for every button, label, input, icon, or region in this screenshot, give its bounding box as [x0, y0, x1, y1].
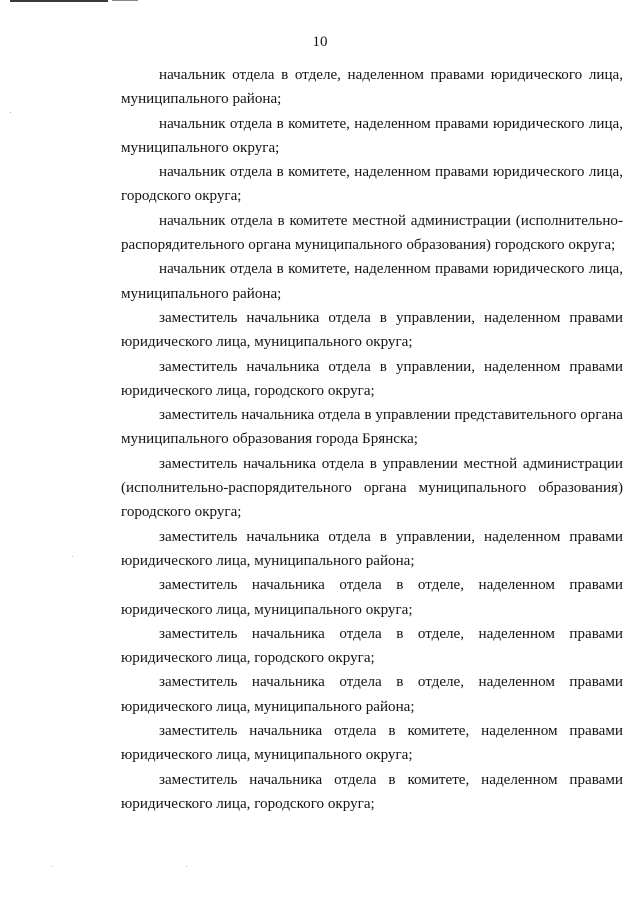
paragraph: [121, 355, 623, 404]
paragraph: [121, 622, 623, 671]
paragraph-line: начальник отдела в комитете, наделенном правами юридического лица,: [159, 164, 623, 181]
paragraph-line: начальник отдела в комитете, наделенном правами юридического лица,: [159, 115, 623, 132]
scan-speck: [52, 866, 53, 867]
paragraph-line: муниципального района;: [121, 285, 282, 302]
paragraph-line: заместитель начальника отдела в отделе, наделенном правами: [159, 625, 623, 642]
paragraph: [121, 573, 623, 622]
scan-edge-mark-2: [112, 0, 138, 1]
paragraph: [121, 670, 623, 719]
paragraph: [121, 525, 623, 574]
paragraph-line: муниципального района;: [121, 91, 282, 108]
paragraph: [121, 112, 623, 161]
scan-speck: [72, 556, 73, 557]
paragraph-line: заместитель начальника отдела в отделе, наделенном правами: [159, 577, 623, 594]
page-number: 10: [312, 34, 328, 50]
paragraph-line: муниципального округа;: [121, 139, 280, 156]
paragraph: [121, 257, 623, 306]
paragraph: [121, 63, 623, 112]
paragraph-line: заместитель начальника отдела в управлении представительного органа: [159, 407, 623, 424]
paragraph: [121, 452, 623, 525]
paragraph-line: заместитель начальника отдела в управлении, наделенном правами: [159, 528, 623, 545]
paragraph: [121, 160, 623, 209]
paragraph-line: начальник отдела в отделе, наделенном правами юридического лица,: [159, 67, 623, 83]
paragraph-line: заместитель начальника отдела в управлении местной администрации: [159, 455, 623, 472]
paragraph-line: юридического лица, муниципального района;: [121, 698, 415, 715]
scan-speck: [10, 112, 11, 113]
paragraph-line: заместитель начальника отдела в комитете, наделенном правами: [159, 771, 623, 788]
paragraph-line: заместитель начальника отдела в управлении, наделенном правами: [159, 309, 623, 326]
paragraph-line: юридического лица, муниципального округа;: [121, 747, 413, 764]
paragraph-line: (исполнительно-распорядительного органа муниципального образования): [121, 480, 623, 497]
paragraph-line: юридического лица, городского округа;: [121, 650, 375, 667]
paragraph-line: юридического лица, городского округа;: [121, 795, 375, 812]
paragraph: [121, 403, 623, 452]
paragraph-line: начальник отдела в комитете, наделенном правами юридического лица,: [159, 261, 623, 278]
paragraph-line: юридического лица, муниципального района;: [121, 552, 415, 569]
paragraph-line: городского округа;: [121, 504, 242, 521]
body-text: [121, 63, 623, 816]
paragraph-line: городского округа;: [121, 188, 242, 205]
paragraph-line: муниципального образования города Брянска;: [121, 431, 418, 448]
paragraph: [121, 306, 623, 355]
paragraph: [121, 719, 623, 768]
paragraph-line: заместитель начальника отдела в комитете, наделенном правами: [159, 723, 623, 740]
paragraph-line: юридического лица, муниципального округа;: [121, 334, 413, 351]
paragraph: [121, 768, 623, 817]
scan-edge-mark: [10, 0, 108, 2]
paragraph-line: юридического лица, городского округа;: [121, 382, 375, 399]
paragraph-line: заместитель начальника отдела в управлении, наделенном правами: [159, 358, 623, 375]
scan-speck: [186, 866, 187, 867]
paragraph-line: юридического лица, муниципального округа;: [121, 601, 413, 618]
paragraph: [121, 209, 623, 258]
paragraph-line: заместитель начальника отдела в отделе, наделенном правами: [159, 674, 623, 691]
paragraph-line: распорядительного органа муниципального образования) городского округа;: [121, 237, 616, 254]
paragraph-line: начальник отдела в комитете местной администрации (исполнительно-: [159, 212, 623, 229]
